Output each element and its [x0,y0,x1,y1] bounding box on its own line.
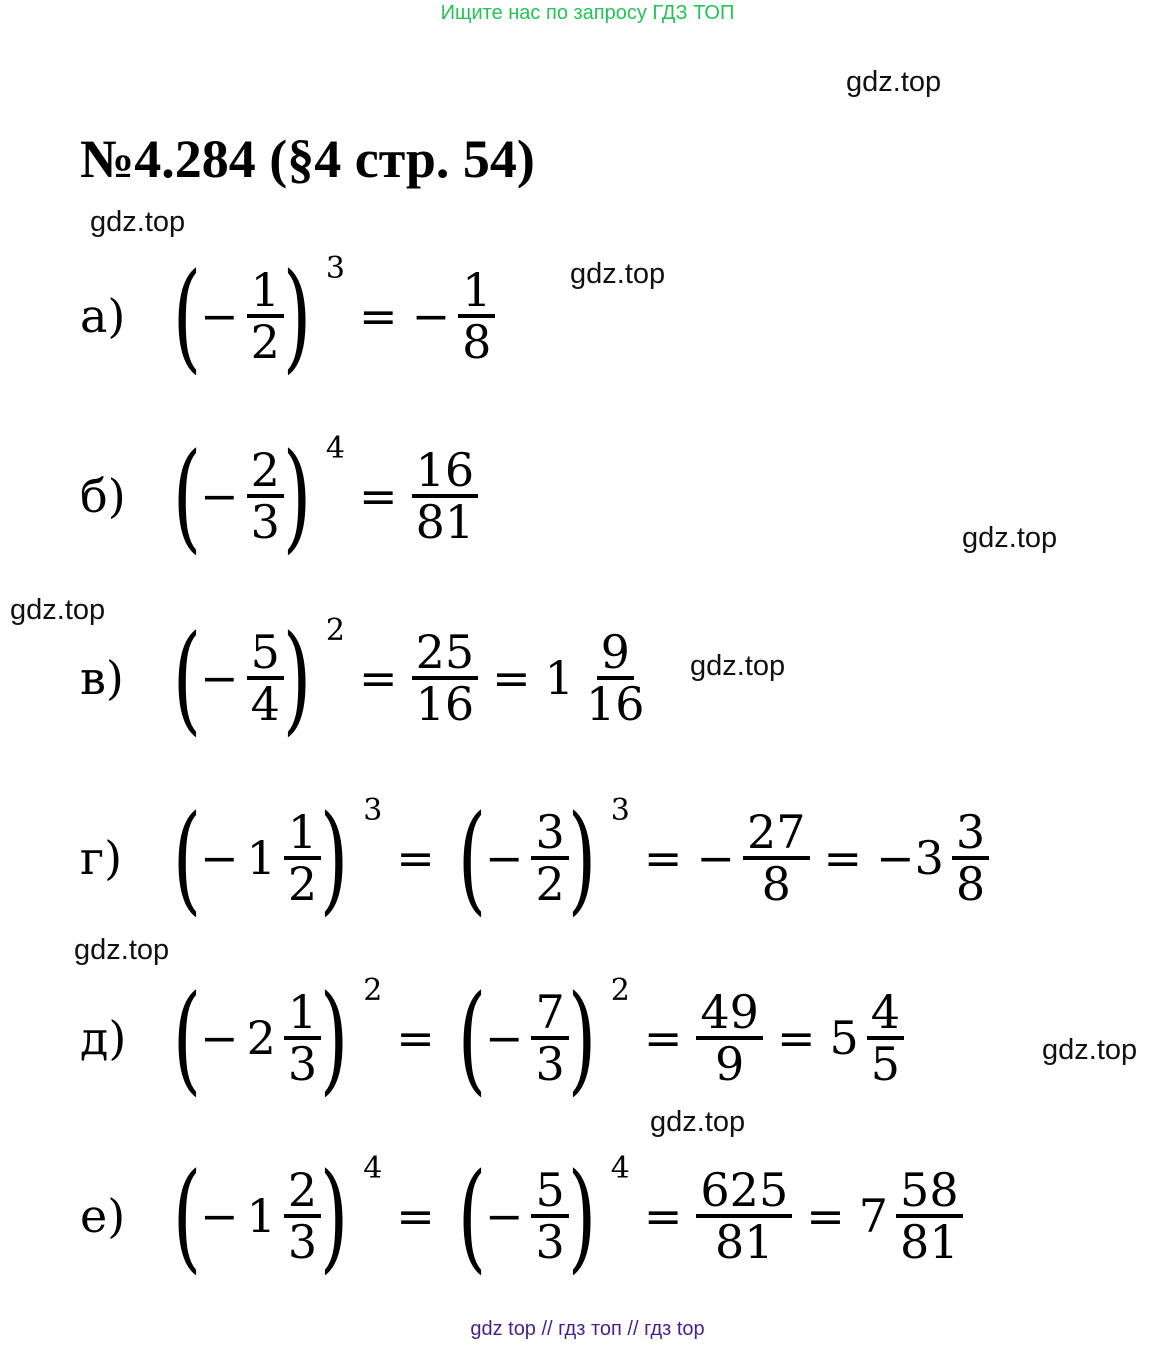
footer-links[interactable]: gdz top // гдз топ // гдз top [470,1318,705,1340]
right-paren: ) [567,1147,597,1285]
whole-part: 1 [246,831,276,885]
power-expression [164,609,346,747]
minus-sign: − [696,831,735,885]
denominator: 3 [250,495,280,549]
denominator: 3 [535,1037,565,1091]
row-label: а) [80,289,126,343]
row-label: е) [80,1189,126,1243]
equals-sign: = [643,1189,683,1243]
equals-sign: = [823,831,863,885]
mixed-fraction [867,984,904,1091]
row-label: г) [80,831,123,885]
equals-sign: = [643,1011,683,1065]
power-expression [449,1147,630,1285]
denominator: 9 [715,1037,745,1091]
numerator: 2 [284,1166,321,1218]
exponent: 3 [363,793,383,828]
result-fraction [696,984,763,1091]
right-paren: ) [282,609,312,747]
fraction [531,804,568,911]
equals-sign: = [359,651,398,705]
power-expression [164,789,383,927]
denominator: 8 [955,857,986,911]
denominator: 16 [415,677,475,731]
result-fraction [458,262,495,369]
minus-sign: − [200,289,239,343]
denominator: 4 [250,677,280,731]
numerator: 1 [247,266,284,318]
denominator: 81 [715,1215,774,1269]
power-expression [164,247,346,385]
numerator: 4 [867,988,904,1040]
left-paren: ( [172,789,202,927]
top-banner: Ищите нас по запросу ГДЗ ТОП [440,2,735,24]
numerator: 9 [597,628,634,680]
numerator: 3 [531,808,568,860]
exponent: 2 [325,613,346,648]
whole-part: 5 [829,1011,859,1065]
fraction [247,442,284,549]
watermark: gdz.top [570,258,666,290]
power-expression [449,969,630,1107]
numerator: 16 [412,446,479,498]
result-fraction [412,624,479,731]
right-paren: ) [319,969,349,1107]
left-paren: ( [172,247,202,385]
equation-row-e [80,1147,963,1285]
numerator: 7 [531,988,568,1040]
equals-sign: = [806,1189,845,1243]
equals-sign: = [359,469,398,523]
numerator: 1 [284,808,321,860]
minus-sign: − [200,1011,239,1065]
power-expression [164,1147,383,1285]
numerator: 1 [458,266,495,318]
exponent: 3 [610,793,630,828]
row-label: б) [80,469,126,523]
power-expression [449,789,630,927]
watermark: gdz.top [650,1106,746,1138]
equals-sign: = [643,831,683,885]
numerator: 3 [952,808,989,860]
watermark: gdz.top [690,650,786,682]
equation-row-b [80,427,478,565]
numerator: 5 [247,628,284,680]
watermark: gdz.top [74,934,170,966]
exponent: 4 [363,1151,383,1186]
minus-sign: − [484,1189,524,1243]
denominator: 3 [287,1037,318,1091]
result-fraction [696,1162,792,1269]
right-paren: ) [319,1147,349,1285]
right-paren: ) [282,427,312,565]
watermark: gdz.top [846,66,942,98]
minus-sign: − [411,289,451,343]
whole-part: 2 [246,1011,276,1065]
whole-part: 7 [858,1189,889,1243]
exponent: 3 [325,251,346,286]
fraction [284,804,321,911]
fraction [284,984,321,1091]
exponent: 2 [363,973,383,1008]
numerator: 1 [284,988,321,1040]
denominator: 81 [900,1215,959,1269]
left-paren: ( [457,969,487,1107]
right-paren: ) [282,247,312,385]
minus-sign: − [200,651,239,705]
right-paren: ) [567,789,597,927]
denominator: 2 [287,857,318,911]
exponent: 4 [610,1151,630,1186]
whole-part: −3 [876,831,944,885]
equation-row-d [80,969,904,1107]
minus-sign: − [200,469,239,523]
equation-row-g [80,789,989,927]
numerator: 27 [743,808,810,860]
right-paren: ) [319,789,349,927]
watermark: gdz.top [10,594,106,626]
equation-row-v [80,609,648,747]
left-paren: ( [172,1147,202,1285]
row-label: д) [80,1011,127,1065]
fraction [531,1162,568,1269]
equals-sign: = [396,1189,435,1243]
exponent: 2 [610,973,630,1008]
right-paren: ) [567,969,597,1107]
fraction [247,262,284,369]
numerator: 49 [696,988,763,1040]
equals-sign: = [776,1011,816,1065]
mixed-fraction [582,624,649,731]
whole-part: 1 [246,1189,276,1243]
denominator: 8 [462,315,492,369]
denominator: 5 [870,1037,901,1091]
power-expression [164,969,383,1107]
denominator: 81 [415,495,475,549]
left-paren: ( [172,969,202,1107]
watermark: gdz.top [1042,1034,1138,1066]
numerator: 625 [696,1166,792,1218]
fraction [247,624,284,731]
equation-row-a [80,247,495,385]
minus-sign: − [484,831,524,885]
denominator: 3 [535,1215,565,1269]
mixed-fraction [952,804,989,911]
denominator: 3 [287,1215,318,1269]
denominator: 8 [761,857,791,911]
equals-sign: = [492,651,531,705]
watermark: gdz.top [90,206,186,238]
fraction [284,1162,321,1269]
numerator: 58 [896,1166,963,1218]
denominator: 2 [535,857,565,911]
numerator: 2 [247,446,284,498]
left-paren: ( [172,609,202,747]
left-paren: ( [172,427,202,565]
minus-sign: − [200,831,239,885]
equals-sign: = [396,831,435,885]
watermark: gdz.top [962,522,1058,554]
minus-sign: − [484,1011,524,1065]
equals-sign: = [359,289,398,343]
equals-sign: = [396,1011,435,1065]
exponent: 4 [325,431,346,466]
result-fraction [412,442,479,549]
row-label: в) [80,651,124,705]
left-paren: ( [457,789,487,927]
mixed-fraction [896,1162,963,1269]
denominator: 16 [585,677,645,731]
denominator: 2 [250,315,280,369]
whole-part: 1 [544,651,574,705]
numerator: 25 [412,628,479,680]
minus-sign: − [200,1189,239,1243]
numerator: 5 [531,1166,568,1218]
result-fraction [743,804,810,911]
fraction [531,984,568,1091]
left-paren: ( [457,1147,487,1285]
power-expression [164,427,346,565]
page-title: №4.284 (§4 стр. 54) [80,129,535,189]
